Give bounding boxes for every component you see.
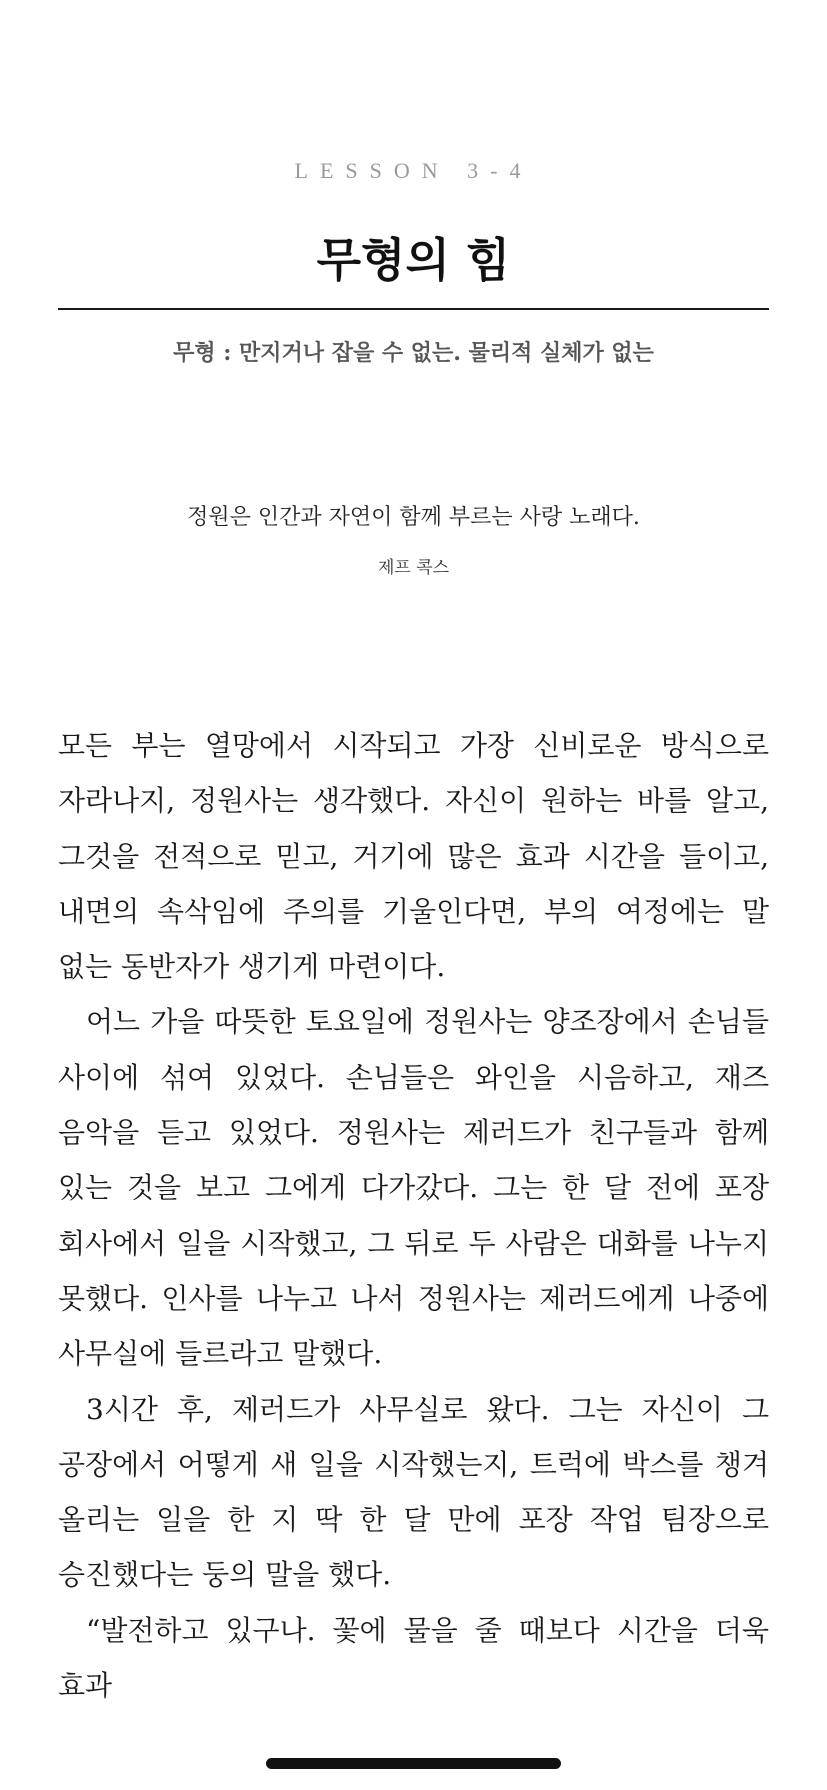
- epigraph-text: 정원은 인간과 자연이 함께 부르는 사랑 노래다.: [187, 505, 640, 530]
- body-paragraph: “발전하고 있구나. 꽃에 물을 줄 때보다 시간을 더욱 효과: [58, 1613, 769, 1703]
- epigraph: [0, 500, 827, 578]
- title-divider: [58, 308, 769, 310]
- word-definition: 무형 : 만지거나 잡을 수 없는. 물리적 실체가 없는: [173, 340, 654, 366]
- lesson-number-label: LESSON 3-4: [294, 158, 533, 183]
- home-indicator[interactable]: [266, 1758, 561, 1769]
- body-paragraph: 어느 가을 따뜻한 토요일에 정원사는 양조장에서 손님들 사이에 섞여 있었다. 손님들은 와인을 시음하고, 재즈 음악을 듣고 있었다. 정원사는 제러드가 친구들과 함께 있는 것을 보고 그에게 다가갔다. 그는 한 달 전에 포장 회사에서 일을 시작했고, 그 뒤로 두 사람은 대화를 나누지 못했다. 인사를 나누고 나서 정원사는 제러드에게 나중에 사무실에 들르라고 말했다.: [58, 1005, 769, 1371]
- chapter-body: [58, 718, 769, 1713]
- body-paragraph: 3시간 후, 제러드가 사무실로 왔다. 그는 자신이 그 공장에서 어떻게 새 일을 시작했는지, 트럭에 박스를 챙겨 올리는 일을 한 지 딱 한 달 만에 포장 작업 팀장으로 승진했다는 둥의 말을 했다.: [58, 1392, 769, 1592]
- epigraph-author: 제프 콕스: [377, 558, 450, 578]
- body-paragraph: 모든 부는 열망에서 시작되고 가장 신비로운 방식으로 자라나지, 정원사는 생각했다. 자신이 원하는 바를 알고, 그것을 전적으로 믿고, 거기에 많은 효과 시간을 들이고, 내면의 속삭임에 주의를 기울인다면, 부의 여정에는 말 없는 동반자가 생기게 마련이다.: [58, 729, 769, 984]
- chapter-title: 무형의 힘: [316, 233, 511, 287]
